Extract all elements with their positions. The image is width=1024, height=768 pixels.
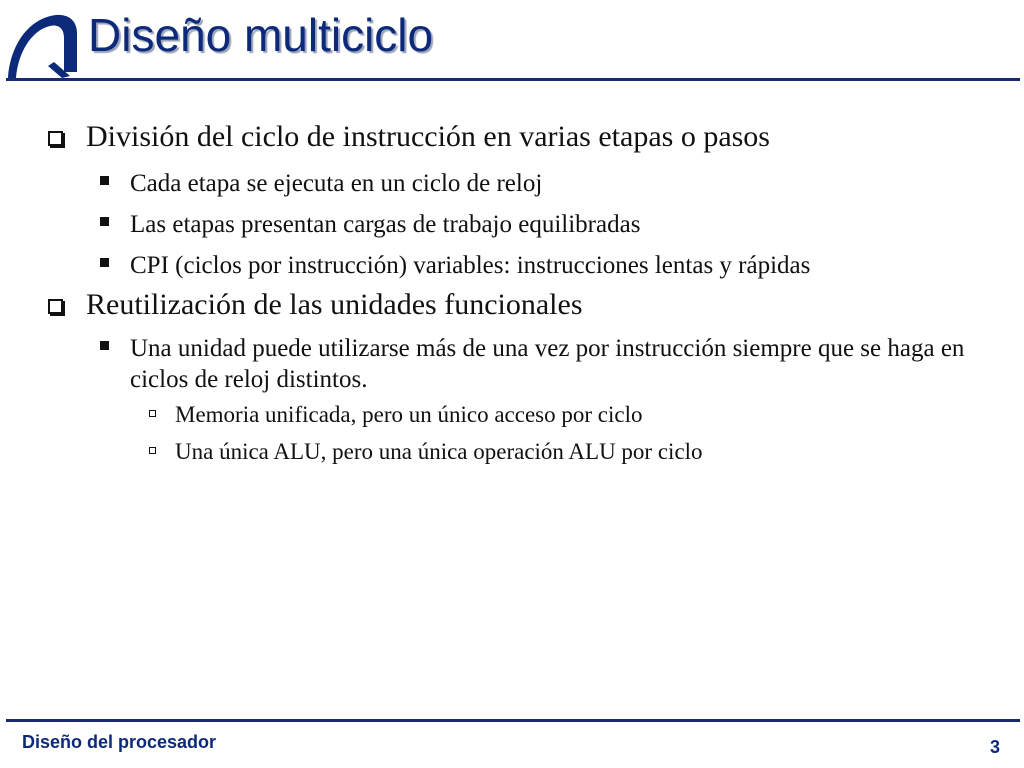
bullet-text: División del ciclo de instrucción en varias etapas o pasos bbox=[86, 120, 770, 153]
page-title: Diseño multiciclo bbox=[88, 9, 434, 61]
bullet-text: Memoria unificada, pero un único acceso por ciclo bbox=[175, 402, 643, 427]
filled-square-bullet-icon bbox=[100, 341, 109, 350]
square-bullet-icon bbox=[48, 299, 63, 314]
filled-square-bullet-icon bbox=[100, 258, 109, 267]
list-item bbox=[175, 401, 642, 429]
list-item bbox=[130, 333, 990, 396]
bullet-text: Las etapas presentan cargas de trabajo equilibradas bbox=[130, 211, 641, 238]
list-item bbox=[175, 438, 703, 466]
footer-title: Diseño del procesador bbox=[22, 732, 217, 752]
list-item bbox=[130, 250, 990, 281]
page-number: 3 bbox=[990, 737, 1001, 757]
header-divider bbox=[6, 78, 1020, 81]
list-item bbox=[86, 288, 583, 321]
list-item bbox=[130, 209, 990, 240]
bullet-text: Reutilización de las unidades funcionales bbox=[86, 288, 583, 321]
bullet-text: CPI (ciclos por instrucción) variables: instrucciones lentas y rápidas bbox=[130, 252, 811, 279]
university-logo-icon bbox=[4, 10, 80, 80]
footer-divider bbox=[6, 719, 1020, 722]
small-square-bullet-icon bbox=[149, 410, 156, 417]
list-item bbox=[86, 120, 770, 153]
small-square-bullet-icon bbox=[149, 447, 156, 454]
filled-square-bullet-icon bbox=[100, 176, 109, 185]
bullet-text: Cada etapa se ejecuta en un ciclo de reloj bbox=[130, 170, 543, 197]
bullet-text: Una única ALU, pero una única operación ALU por ciclo bbox=[175, 439, 703, 464]
list-item bbox=[130, 168, 990, 199]
filled-square-bullet-icon bbox=[100, 217, 109, 226]
square-bullet-icon bbox=[48, 131, 63, 146]
bullet-text: Una unidad puede utilizarse más de una vez por instrucción siempre que se haga en ciclos de reloj distintos. bbox=[130, 335, 965, 394]
